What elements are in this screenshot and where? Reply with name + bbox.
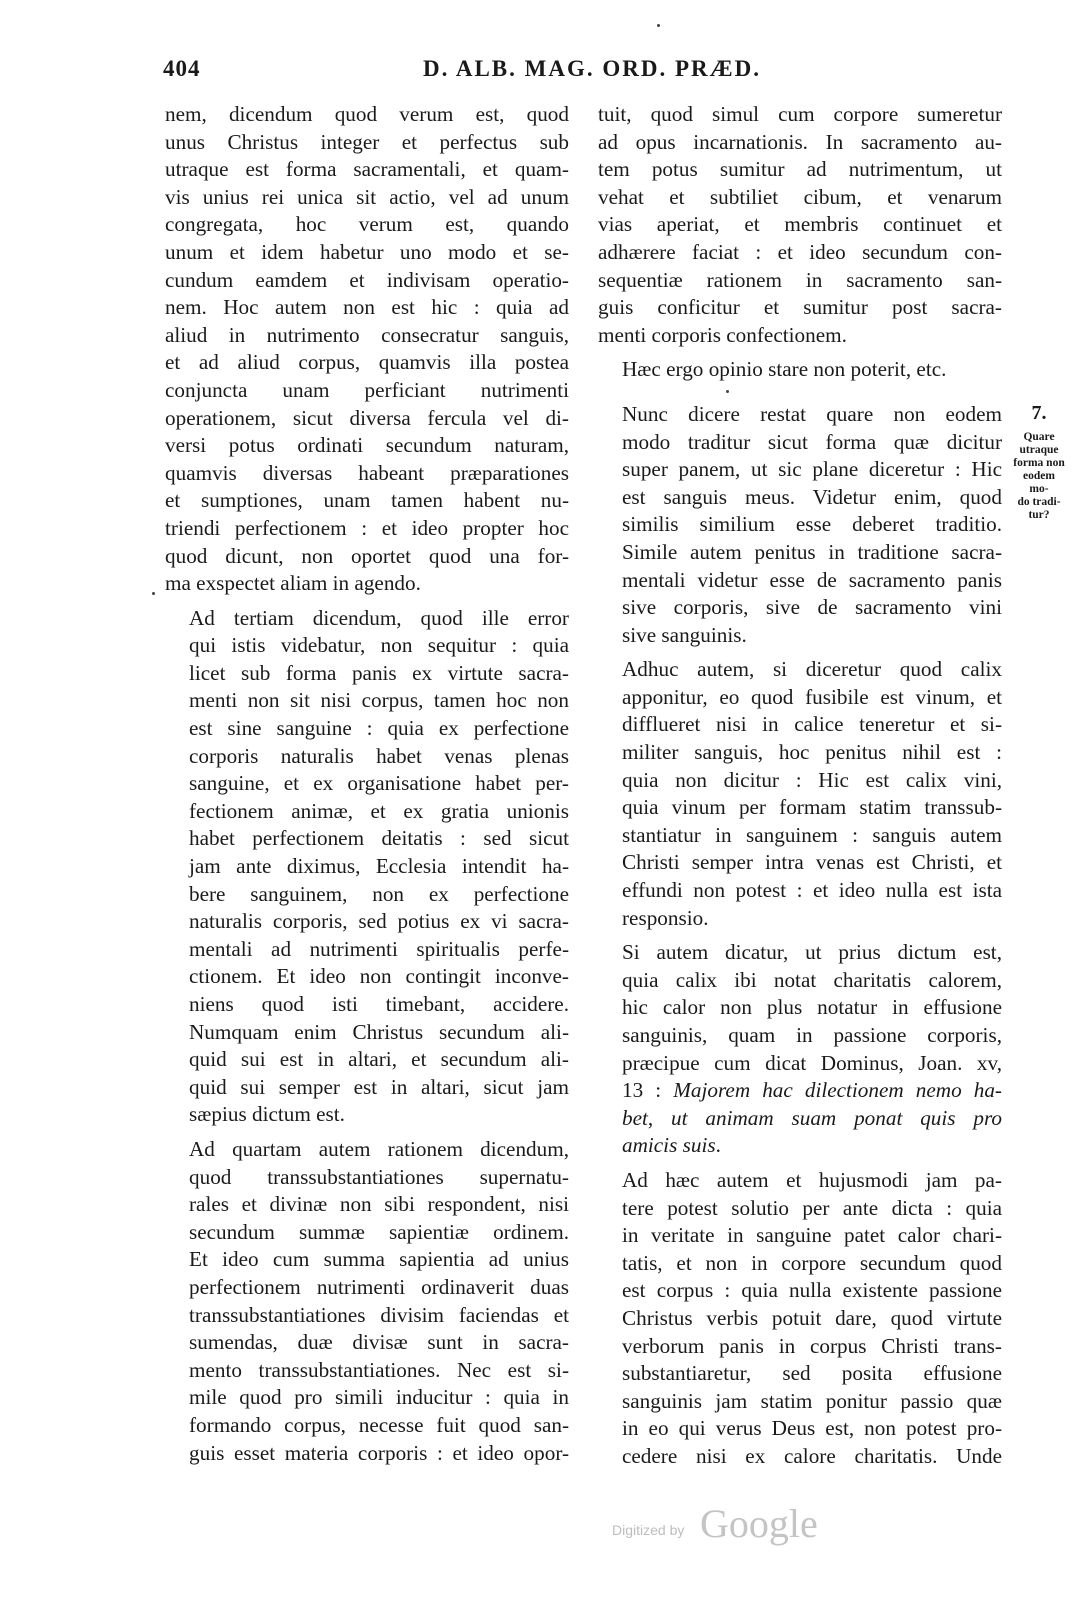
text-line: sive sanguinis. xyxy=(622,622,747,647)
text-line: est sanguis meus. Videtur enim, quod xyxy=(622,484,1002,509)
text-line: quamvis diversas habeant præparationes xyxy=(165,460,569,485)
text-line: Ad hæc autem et hujusmodi jam pa- xyxy=(622,1167,1002,1192)
text-line: ctionem. Et ideo non contingit inconve- xyxy=(189,964,569,989)
text-line: sequentiæ rationem in sacramento san- xyxy=(598,267,1002,292)
text-line: Si autem dicatur, ut prius dictum est, xyxy=(622,940,1002,965)
text-line: rales et divinæ non sibi respondent, nisi xyxy=(189,1192,569,1217)
text-line: triendi perfectionem : et ideo propter hoc xyxy=(165,515,569,540)
text-line: Christus verbis potuit dare, quod virtute xyxy=(622,1305,1002,1330)
margin-note-text xyxy=(1013,431,1065,522)
google-logo: Google xyxy=(700,1501,818,1546)
text-line: modo traditur sicut forma quæ dicitur xyxy=(622,429,1002,454)
scan-speck xyxy=(726,390,729,393)
text-line: Numquam enim Christus secundum ali- xyxy=(189,1019,569,1044)
scripture-quote-2a: bet xyxy=(622,1105,648,1130)
text-line: operationem, sicut diversa fercula vel di- xyxy=(165,405,569,430)
scripture-reference: 13 : xyxy=(622,1078,674,1103)
running-head: D. ALB. MAG. ORD. PRÆD. xyxy=(423,56,761,81)
text-line: apponitur, eo quod fusibile est vinum, et xyxy=(622,684,1002,709)
left-column xyxy=(165,101,569,1474)
text-line: est corpus : quia nulla existente passione xyxy=(622,1278,1002,1303)
right-paragraph-2-text: Hæc ergo opinio stare non poterit, etc. xyxy=(622,357,947,382)
margin-note-line: Quare xyxy=(1023,431,1055,443)
scripture-quote-line-2 xyxy=(598,1105,1002,1133)
text-line: cedere nisi ex calore charitatis. Unde xyxy=(622,1443,1002,1468)
text-line: quia vinum per formam statim transsub- xyxy=(622,795,1002,820)
right-paragraph-2 xyxy=(598,356,1002,384)
text-line: transsubstantiationes divisim faciendas et xyxy=(189,1302,569,1327)
left-paragraph-2 xyxy=(165,605,569,1129)
text-line: nem, dicendum quod verum est, quod xyxy=(165,102,569,126)
text-line: Ad quartam autem rationem dicendum, xyxy=(189,1136,569,1161)
text-line: tatis, et non in corpore secundum quod xyxy=(622,1250,1002,1275)
text-line: cundum eamdem et indivisam operatio- xyxy=(165,267,569,292)
text-line: quod transsubstantiationes supernatu- xyxy=(189,1164,569,1189)
text-line: quid sui semper est in altari, sicut jam xyxy=(189,1074,569,1099)
text-line: guis esset materia corporis : et ideo opor- xyxy=(189,1440,569,1465)
text-line: unus Christus integer et perfectus sub xyxy=(165,129,569,154)
text-line: similis similium esse deberet traditio. xyxy=(622,512,1002,537)
text-line: aliud in nutrimento consecratur sanguis, xyxy=(165,322,569,347)
text-line: Nunc dicere restat quare non eodem xyxy=(622,401,1002,426)
scripture-quote-line-3 xyxy=(598,1132,1002,1160)
right-paragraph-4 xyxy=(598,656,1002,932)
right-paragraph-5 xyxy=(598,939,1002,1160)
text-line: nem. Hoc autem non est hic : quia ad xyxy=(165,295,569,320)
text-line: vias aperiat, et membris continuet et xyxy=(598,212,1002,237)
text-line: licet sub forma panis ex virtute sacra- xyxy=(189,660,569,685)
right-paragraph-6 xyxy=(598,1167,1002,1471)
text-line: Christi semper intra venas est Christi, et xyxy=(622,850,1002,875)
text-line: adhærere faciat : et ideo secundum con- xyxy=(598,239,1002,264)
text-line: conjuncta unam perficiant nutrimenti xyxy=(165,377,569,402)
scripture-quote-3: amicis suis xyxy=(622,1133,716,1158)
text-line: stantiatur in sanguinem : sanguis autem xyxy=(622,822,1002,847)
text-line: ad opus incarnationis. In sacramento au- xyxy=(598,129,1002,154)
margin-note-line: utraque xyxy=(1019,444,1059,456)
margin-note-line: do tradi- xyxy=(1017,496,1061,508)
text-line: sumendas, duæ divisæ sunt in sacra- xyxy=(189,1330,569,1355)
text-line: perfectionem nutrimenti ordinaverit duas xyxy=(189,1274,569,1299)
text-line: habet perfectionem deitatis : sed sicut xyxy=(189,826,569,851)
right-paragraph-3 xyxy=(598,401,1002,649)
text-line: secundum summæ sapientiæ ordinem. xyxy=(189,1219,569,1244)
text-line: naturalis corporis, sed potius ex vi sacra- xyxy=(189,909,569,934)
scripture-quote-1: Majorem hac dilectionem nemo ha- xyxy=(673,1078,1002,1103)
text-line: tem potus sumitur ad nutrimentum, ut xyxy=(598,157,1002,182)
right-column xyxy=(598,101,1002,1478)
text-line: mile quod pro simili inducitur : quia in xyxy=(189,1385,569,1410)
scripture-quote-2c: ut animam suam ponat quis pro xyxy=(671,1105,1003,1130)
text-line: versi potus ordinati secundum naturam, xyxy=(165,433,569,458)
text-line: militer sanguis, hoc penitus nihil est : xyxy=(622,740,1002,765)
text-line: quod dicunt, non oportet quod una for- xyxy=(165,543,569,568)
digitized-by-text: Digitized by xyxy=(612,1522,685,1538)
text-line: mentali videtur esse de sacramento panis xyxy=(622,567,1002,592)
text-line: super panem, ut sic plane diceretur : Hic xyxy=(622,457,1002,482)
text-line: et sumptiones, unam tamen habent nu- xyxy=(165,488,569,513)
text-line: menti non sit nisi corpus, tamen hoc non xyxy=(189,688,569,713)
scripture-quote-line-1 xyxy=(598,1077,1002,1105)
page-header xyxy=(163,56,1011,90)
text-line: unum et idem habetur uno modo et se- xyxy=(165,239,569,264)
margin-note-line: tur? xyxy=(1028,509,1050,521)
text-line: effundi non potest : et ideo nulla est ista xyxy=(622,878,1002,903)
text-line: jam ante diximus, Ecclesia intendit ha- xyxy=(189,854,569,879)
scan-speck xyxy=(152,592,155,595)
margin-note-line: forma non xyxy=(1013,457,1065,469)
text-line: Adhuc autem, si diceretur quod calix xyxy=(622,657,1002,682)
text-line: qui istis videbatur, non sequitur : quia xyxy=(189,633,569,658)
text-line: vis unius rei unica sit actio, vel ad unum xyxy=(165,184,569,209)
text-line: hic calor non plus notatur in effusione xyxy=(622,995,1002,1020)
text-line: sive corporis, sive de sacramento vini xyxy=(622,595,1002,620)
scan-speck xyxy=(657,24,660,27)
text-line: mentali ad nutrimenti spiritualis perfe- xyxy=(189,936,569,961)
text-line: responsio. xyxy=(622,905,709,930)
text-line: congregata, hoc verum est, quando xyxy=(165,212,569,237)
text-line: niens quod isti timebant, accidere. xyxy=(189,992,569,1016)
text-line: tere potest solutio per ante dicta : quia xyxy=(622,1195,1002,1220)
text-line: bere sanguinem, non ex perfectione xyxy=(189,881,569,906)
text-line: difflueret nisi in calice teneretur et si- xyxy=(622,712,1002,737)
left-paragraph-3 xyxy=(165,1136,569,1467)
scripture-quote-end: . xyxy=(715,1133,721,1158)
text-line: mento transsubstantiationes. Nec est si- xyxy=(189,1357,569,1382)
margin-note-number: 7. xyxy=(1031,402,1047,424)
left-paragraph-1 xyxy=(165,101,569,598)
text-line: Et ideo cum summa sapientia ad unius xyxy=(189,1247,569,1272)
text-line: est sine sanguine : quia ex perfectione xyxy=(189,716,569,741)
digitized-watermark xyxy=(612,1500,872,1560)
scripture-quote-comma: , xyxy=(647,1105,672,1130)
text-line: fectionem animæ, et ex gratia unionis xyxy=(189,798,569,823)
text-line: in eo qui verus Deus est, non potest pro- xyxy=(622,1416,1002,1441)
right-paragraph-1 xyxy=(598,101,1002,349)
text-line: substantiaretur, sed posita effusione xyxy=(622,1361,1002,1386)
text-line: sanguine, et ex organisatione habet per- xyxy=(189,771,569,796)
text-line: formando corpus, necesse fuit quod san- xyxy=(189,1412,569,1437)
text-line: ma exspectet aliam in agendo. xyxy=(165,571,421,596)
text-line: Ad tertiam dicendum, quod ille error xyxy=(189,605,569,630)
text-line: Simile autem penitus in traditione sacra- xyxy=(622,539,1002,564)
margin-note xyxy=(1013,402,1065,522)
text-line: et ad aliud corpus, quamvis illa postea xyxy=(165,350,569,375)
text-line: quia non dicitur : Hic est calix vini, xyxy=(622,767,1002,792)
text-line: utraque est forma sacramentali, et quam- xyxy=(165,157,569,182)
text-line: sanguinis, quam in passione corporis, xyxy=(622,1023,1002,1047)
margin-note-line: eodem mo- xyxy=(1023,470,1055,495)
text-line: verborum panis in corpus Christi trans- xyxy=(622,1333,1002,1358)
text-line: præcipue cum dicat Dominus, Joan. xv, xyxy=(622,1050,1002,1075)
text-line: sæpius dictum est. xyxy=(189,1102,345,1127)
text-line: menti corporis confectionem. xyxy=(598,322,847,347)
text-line: in veritate in sanguine patet calor chari- xyxy=(622,1223,1002,1248)
text-line: quia calix ibi notat charitatis calorem, xyxy=(622,967,1002,992)
text-line: tuit, quod simul cum corpore sumeretur xyxy=(598,102,1002,126)
text-line: guis conficitur et sumitur post sacra- xyxy=(598,295,1002,320)
text-line: vehat et subtiliet cibum, et venarum xyxy=(598,184,1002,209)
text-line: quid sui est in altari, et secundum ali- xyxy=(189,1047,569,1072)
text-line: corporis naturalis habet venas plenas xyxy=(189,743,569,768)
page-number: 404 xyxy=(163,56,201,81)
text-line: sanguinis jam statim ponitur passio quæ xyxy=(622,1388,1002,1413)
